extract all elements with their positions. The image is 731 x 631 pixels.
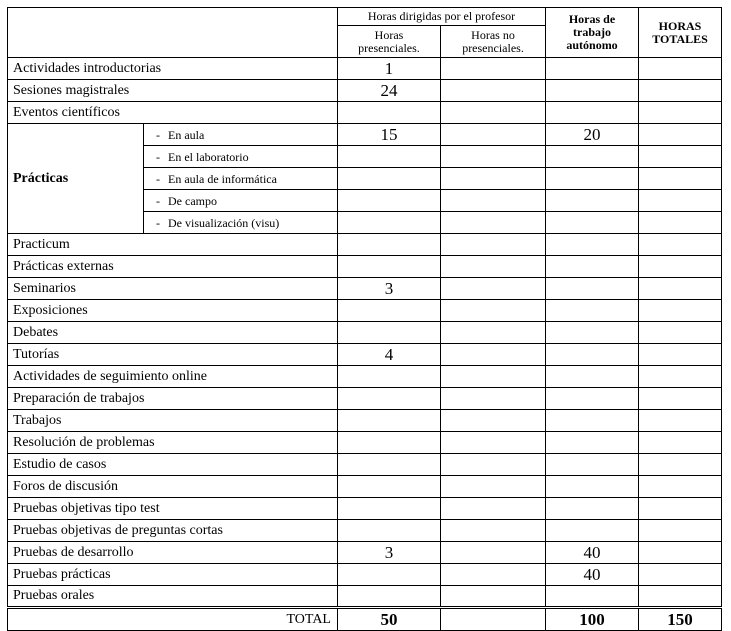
cell-presenciales: 3 (338, 278, 441, 300)
cell-presenciales: 15 (338, 124, 441, 146)
row-label: Seminarios (8, 278, 338, 300)
table-row (8, 586, 722, 608)
header-dirigidas: Horas dirigidas por el profesor (338, 8, 546, 26)
header-totales: HORAS TOTALES (639, 8, 722, 58)
row-label: Foros de discusión (8, 476, 338, 498)
cell-presenciales: 4 (338, 344, 441, 366)
table-row (8, 388, 722, 410)
practicas-sub-label: - En el laboratorio (144, 146, 338, 168)
table-row (8, 542, 722, 564)
row-label: Sesiones magistrales (8, 80, 338, 102)
row-label: Eventos científicos (8, 102, 338, 124)
cell-presenciales: 24 (338, 80, 441, 102)
header-presenciales: Horas presenciales. (338, 26, 441, 58)
practicas-label: Prácticas (8, 124, 144, 234)
row-label: Prácticas externas (8, 256, 338, 278)
table-row (8, 498, 722, 520)
header-autonomo: Horas de trabajo autónomo (546, 8, 639, 58)
hours-table (7, 7, 722, 631)
header-no-presenciales: Horas no presenciales. (441, 26, 546, 58)
table-row (8, 58, 722, 80)
row-label: Estudio de casos (8, 454, 338, 476)
table-row (8, 410, 722, 432)
total-autonomo: 100 (546, 608, 639, 631)
row-label: Pruebas orales (8, 586, 338, 608)
cell-autonomo: 20 (546, 124, 639, 146)
row-label: Actividades de seguimiento online (8, 366, 338, 388)
table-row (8, 564, 722, 586)
table-row (8, 80, 722, 102)
table-row (8, 256, 722, 278)
row-label: Resolución de problemas (8, 432, 338, 454)
row-label: Pruebas objetivas tipo test (8, 498, 338, 520)
row-label: Tutorías (8, 344, 338, 366)
table-row (8, 278, 722, 300)
row-label: Exposiciones (8, 300, 338, 322)
row-label: Practicum (8, 234, 338, 256)
table-row (8, 102, 722, 124)
cell-presenciales: 3 (338, 542, 441, 564)
cell-autonomo: 40 (546, 564, 639, 586)
practicas-sub-label: - En aula de informática (144, 168, 338, 190)
practicas-sub-label: - De visualización (visu) (144, 212, 338, 234)
cell-presenciales: 1 (338, 58, 441, 80)
row-label: Preparación de trabajos (8, 388, 338, 410)
table-row (8, 454, 722, 476)
table-row (8, 322, 722, 344)
practicas-sub-label: - En aula (144, 124, 338, 146)
row-label: Pruebas prácticas (8, 564, 338, 586)
total-row (8, 608, 722, 631)
row-label: Pruebas objetivas de preguntas cortas (8, 520, 338, 542)
row-label: Trabajos (8, 410, 338, 432)
row-label: Pruebas de desarrollo (8, 542, 338, 564)
row-label: Actividades introductorias (8, 58, 338, 80)
total-totales: 150 (639, 608, 722, 631)
table-row (8, 300, 722, 322)
table-row (8, 366, 722, 388)
table-row (8, 520, 722, 542)
table-row (8, 124, 722, 146)
total-presenciales: 50 (338, 608, 441, 631)
header-empty-cell (8, 8, 338, 58)
table-row (8, 234, 722, 256)
practicas-sub-label: - De campo (144, 190, 338, 212)
table-row (8, 432, 722, 454)
hours-table-container (7, 7, 722, 631)
row-label: Debates (8, 322, 338, 344)
table-row (8, 476, 722, 498)
total-label: TOTAL (8, 608, 338, 631)
header-row-1 (8, 8, 722, 26)
cell-autonomo: 40 (546, 542, 639, 564)
table-row (8, 344, 722, 366)
